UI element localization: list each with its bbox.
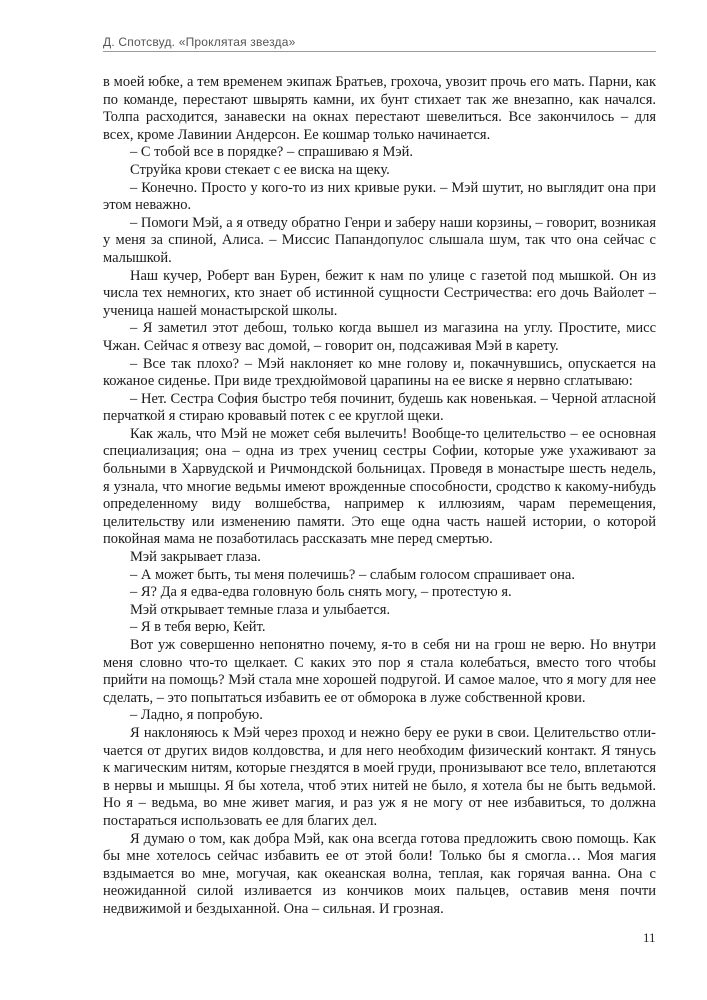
paragraph: – Я заметил этот дебош, только когда вышел из магазина на углу. Простите, мисс Чжан. Сейчас я отвезу вас домой, – говорит он, подсаживая Мэй в карету.	[103, 320, 656, 354]
paragraph: – Я? Да я едва-едва головную боль снять могу, – протестую я.	[130, 584, 512, 601]
paragraph: Как жаль, что Мэй не может себя вылечить! Вообще-то целительство – ее основная специализация; она – одна из трех учениц сестры Софии, которые уже ухаживают за больными в Харвудской и Ричмондской больницах. Проведя в монастыре шесть недель, я узнала, что многие ведьмы имеют врожденные способности, сродство к какому-нибудь определенному виду волшебства, например к иллюзиям, чарам перемещения, целительству или изменению памяти. Это еще одна часть нашей истории, о которой покойная мама не позаботилась рассказать мне перед смертью.	[103, 425, 656, 548]
paragraph: Вот уж совершенно непонятно почему, я-то в себя ни на грош не верю. Но внутри меня словно что-то щелкает. С каких это пор я стала колебаться, вместо того чтобы прийти на помощь? Мэй стала мне хорошей подругой. И самое малое, что я могу для нее сделать, – это попытаться избавить ее от обморока в луже собственной крови.	[103, 637, 656, 706]
body-text	[103, 74, 656, 919]
paragraph: – Я в тебя верю, Кейт.	[130, 619, 266, 636]
paragraph: Мэй закрывает глаза.	[130, 549, 261, 566]
paragraph: – С тобой все в порядке? – спрашиваю я Мэй.	[130, 144, 413, 161]
header-rule	[103, 51, 656, 52]
paragraph: – Все так плохо? – Мэй наклоняет ко мне голову и, покачнувшись, опускается на кожаное сиденье. При виде трехдюймовой царапины на ее виске я нервно сглатываю:	[103, 355, 656, 390]
paragraph: – Ладно, я попробую.	[130, 707, 263, 724]
paragraph: Я думаю о том, как добра Мэй, как она всегда готова предложить свою помощь. Как бы мне хотелось сейчас избавить ее от этой боли! Только бы я смогла… Моя магия вздымается во мне, могучая, как океанская волна, теплая, как горячая ванна. Она с неожиданной силой изливается из кончиков моих пальцев, оставив меня почти недвижимой и бездыханной. Она – сильная. И грозная.	[103, 830, 656, 917]
paragraph: – А может быть, ты меня полечишь? – слабым голосом спрашивает она.	[130, 566, 575, 583]
paragraph: в моей юбке, а тем временем экипаж Братьев, грохоча, увозит прочь его мать. Парни, как по команде, перестают швырять камни, их бунт стихает так же внезапно, как начался. Толпа расходится, занавески на окнах перестают шевелиться. Все закончилось – для всех, кроме Лавинии Андерсон. Ее кошмар только начинается.	[103, 74, 656, 143]
running-header: Д. Спотсвуд. «Проклятая звезда»	[103, 35, 296, 49]
paragraph: Струйка крови стекает с ее виска на щеку.	[130, 161, 390, 178]
paragraph: Наш кучер, Роберт ван Бурен, бежит к нам по улице с газетой под мышкой. Он из числа тех немногих, кто знает об истинной сущности Сестричества: его дочь Вайолет – ученица нашей монастырской школы.	[103, 267, 656, 319]
paragraph: – Нет. Сестра София быстро тебя починит, будешь как новенькая. – Черной атласной перчаткой я стираю кровавый потек с ее круглой щеки.	[103, 390, 656, 425]
paragraph: Я наклоняюсь к Мэй через проход и нежно беру ее руки в свои. Целительство отличается от других видов колдовства, и для него необходим физический контакт. Я тянусь к магическим нитям, которые гнездятся в моей груди, пронизывают все тело, вплетаются в нервы и мышцы. Я бы хотела, чтоб этих нитей не было, я хотела бы не быть ведьмой. Но я – ведьма, во мне живет магия, и раз уж я не могу от нее избавиться, то должна постараться использовать ее для благих дел.	[103, 724, 656, 829]
page-number: 11	[643, 930, 656, 945]
paragraph: Мэй открывает темные глаза и улыбается.	[130, 601, 391, 618]
paragraph: – Помоги Мэй, а я отведу обратно Генри и заберу наши корзины, – говорит, возникая у меня за спиной, Алиса. – Миссис Папандопулос слышала шум, так что она сейчас с малышкой.	[103, 214, 656, 266]
paragraph: – Конечно. Просто у кого-то из них кривые руки. – Мэй шутит, но выглядит она при этом неважно.	[103, 179, 656, 214]
